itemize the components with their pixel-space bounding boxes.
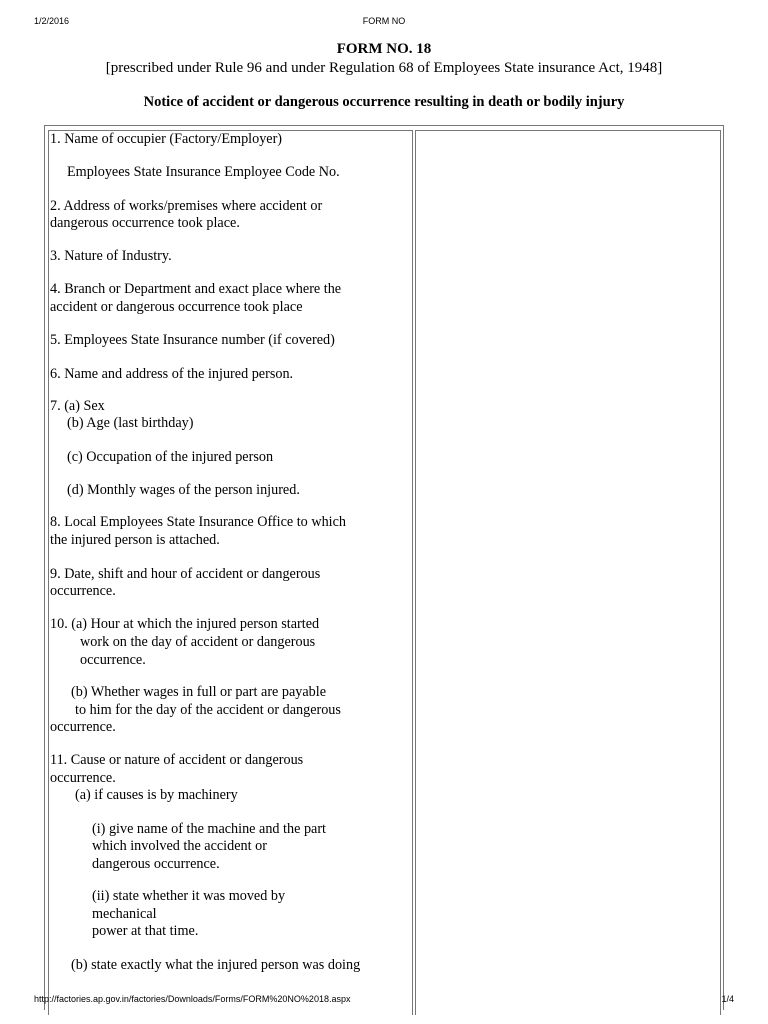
form-item: 3. Nature of Industry. <box>50 248 172 264</box>
form-item: occurrence. <box>50 719 116 735</box>
form-item: the injured person is attached. <box>50 532 220 548</box>
print-url: http://factories.ap.gov.in/factories/Downloads/Forms/FORM%20NO%2018.aspx <box>34 994 351 1004</box>
print-header <box>0 16 768 30</box>
page-number: 1/4 <box>721 994 734 1004</box>
form-item: (d) Monthly wages of the person injured. <box>67 482 300 498</box>
form-item: (b) Age (last birthday) <box>67 415 194 431</box>
form-item: occurrence. <box>80 652 146 668</box>
form-item: dangerous occurrence took place. <box>50 215 240 231</box>
form-item: (a) if causes is by machinery <box>75 787 238 803</box>
form-heading: Notice of accident or dangerous occurrence resulting in death or bodily injury <box>143 94 625 110</box>
form-item: 6. Name and address of the injured person. <box>50 366 294 382</box>
form-item: Employees State Insurance Employee Code No. <box>67 164 340 180</box>
form-item: (ii) state whether it was moved by <box>92 888 286 904</box>
form-item: 1. Name of occupier (Factory/Employer) <box>50 131 283 147</box>
form-item: 7. (a) Sex <box>50 398 105 414</box>
form-item: work on the day of accident or dangerous <box>80 634 316 650</box>
print-date: 1/2/2016 <box>34 16 70 26</box>
form-item: power at that time. <box>92 923 199 939</box>
form-item: which involved the accident or <box>92 838 267 854</box>
form-item: 10. (a) Hour at which the injured person started <box>50 616 320 632</box>
form-item: 4. Branch or Department and exact place where the <box>50 281 342 297</box>
form-item: 11. Cause or nature of accident or dangerous <box>50 752 304 768</box>
form-item: (c) Occupation of the injured person <box>67 449 274 465</box>
form-item: to him for the day of the accident or dangerous <box>75 702 341 718</box>
form-item: mechanical <box>92 906 157 922</box>
field-values-cell <box>415 130 721 1015</box>
form-item: 9. Date, shift and hour of accident or dangerous <box>50 566 321 582</box>
form-item: occurrence. <box>50 770 116 786</box>
form-item: (b) state exactly what the injured person was doing <box>71 957 361 973</box>
form-item: 5. Employees State Insurance number (if covered) <box>50 332 335 348</box>
form-item: accident or dangerous occurrence took place <box>50 299 303 315</box>
form-subtitle: [prescribed under Rule 96 and under Regulation 68 of Employees State insurance Act, 1948] <box>105 60 663 76</box>
form-title: FORM NO. 18 <box>336 41 432 57</box>
form-item: dangerous occurrence. <box>92 856 220 872</box>
form-item: (i) give name of the machine and the part <box>92 821 326 837</box>
form-item: 8. Local Employees State Insurance Office to which <box>50 514 346 530</box>
form-item: 2. Address of works/premises where accident or <box>50 198 323 214</box>
print-footer <box>0 994 768 1008</box>
form-item: (b) Whether wages in full or part are payable <box>71 684 327 700</box>
print-title: FORM NO <box>362 16 406 26</box>
form-item: occurrence. <box>50 583 116 599</box>
